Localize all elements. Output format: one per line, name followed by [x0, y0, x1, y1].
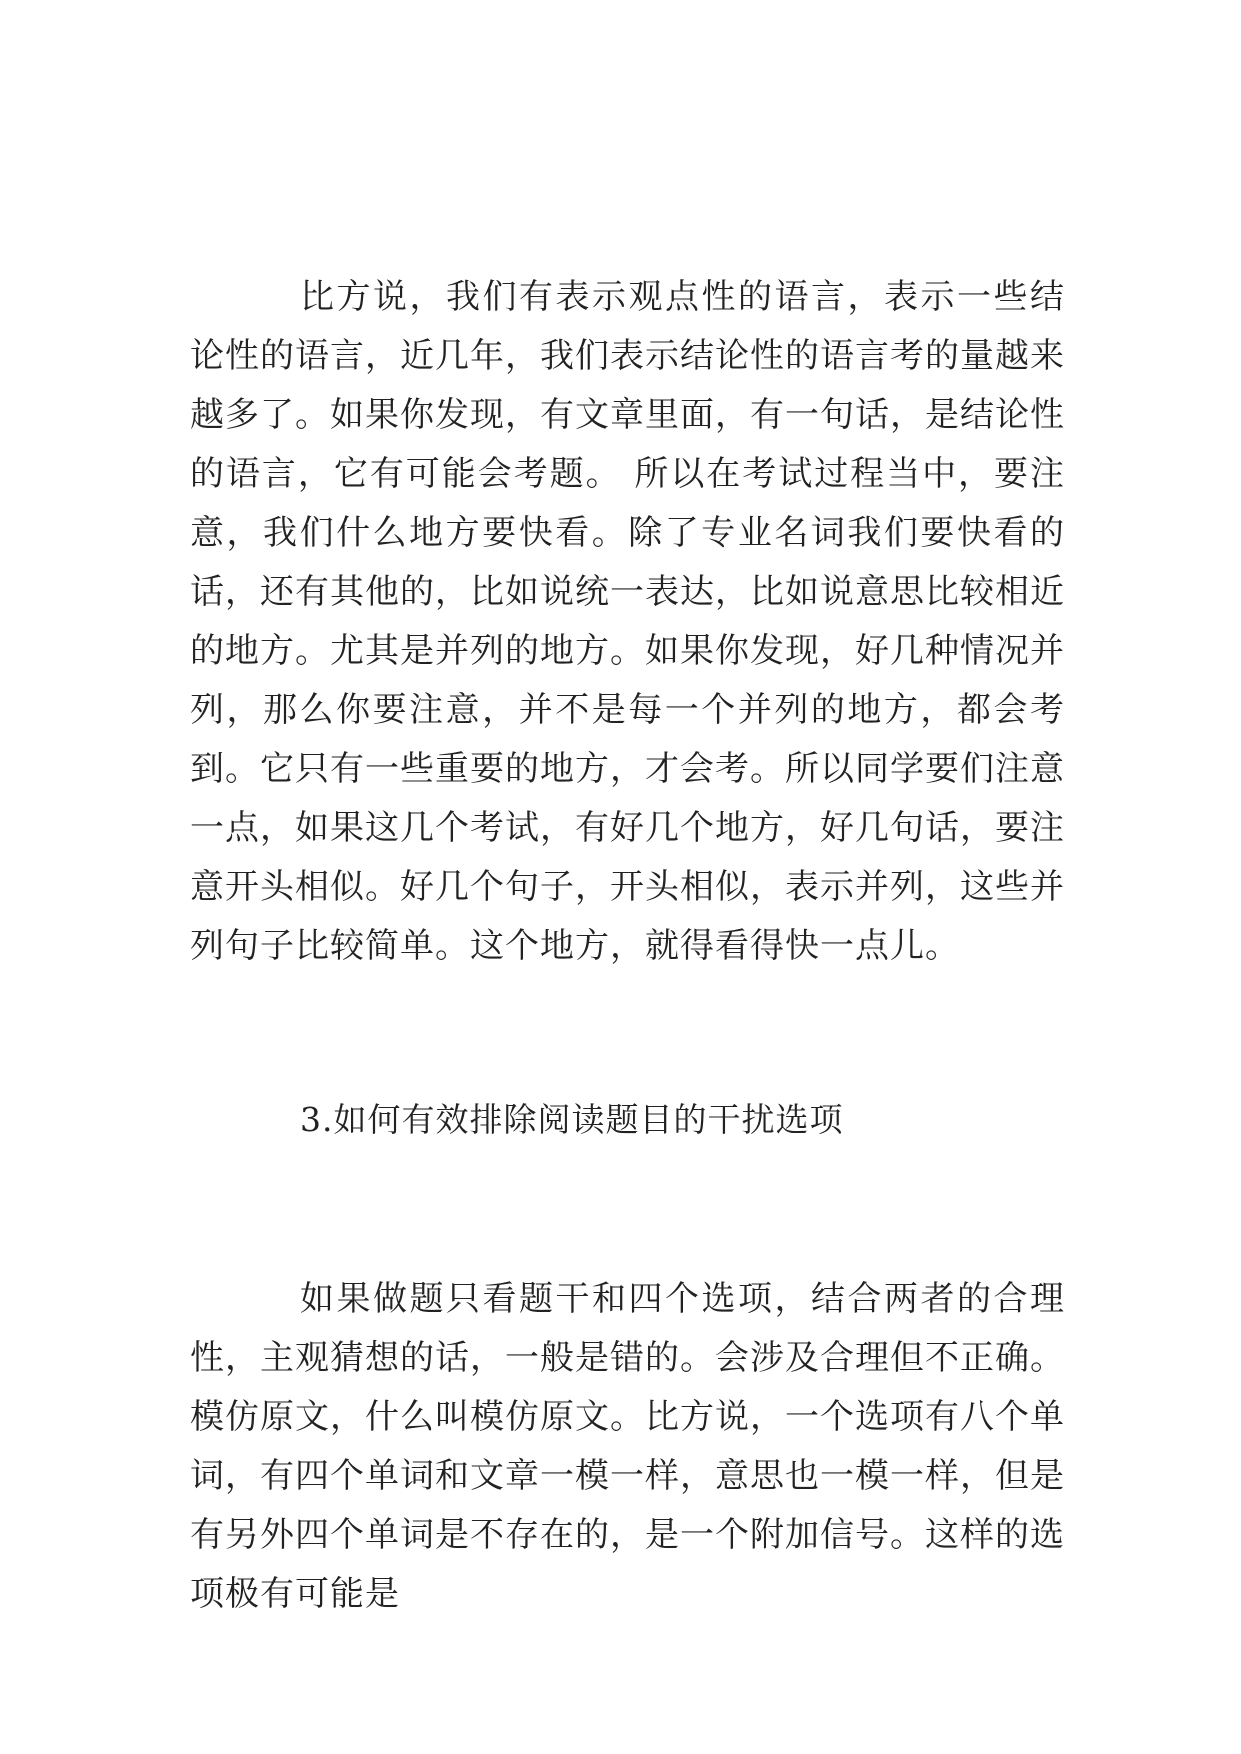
section-heading: 3.如何有效排除阅读题目的干扰选项: [300, 1100, 844, 1139]
body-paragraph: 如果做题只看题干和四个选项，结合两者的合理性，主观猜想的话，一般是错的。会涉及合理但不正确。模仿原文，什么叫模仿原文。比方说，一个选项有八个单词，有四个单词和文章一模一样，意思也一模一样，但是有另外四个单词是不存在的，是一个附加信号。这样的选项极有可能是: [190, 1279, 1065, 1614]
body-paragraph: 比方说，我们有表示观点性的语言，表示一些结论性的语言，近几年，我们表示结论性的语言考的量越来越多了。如果你发现，有文章里面，有一句话，是结论性的语言，它有可能会考题。 所以在考试过程当中，要注意，我们什么地方要快看。除了专业名词我们要快看的话，还有其他的，比如说统一表达，比如说意思比较相近的地方。尤其是并列的地方。如果你发现，好几种情况并列，那么你要注意，并不是每一个并列的地方，都会考到。它只有一些重要的地方，才会考。所以同学要们注意一点，如果这几个考试，有好几个地方，好几句话，要注意开头相似。好几个句子，开头相似，表示并列，这些并列句子比较简单。这个地方，就得看得快一点儿。: [190, 277, 1065, 966]
